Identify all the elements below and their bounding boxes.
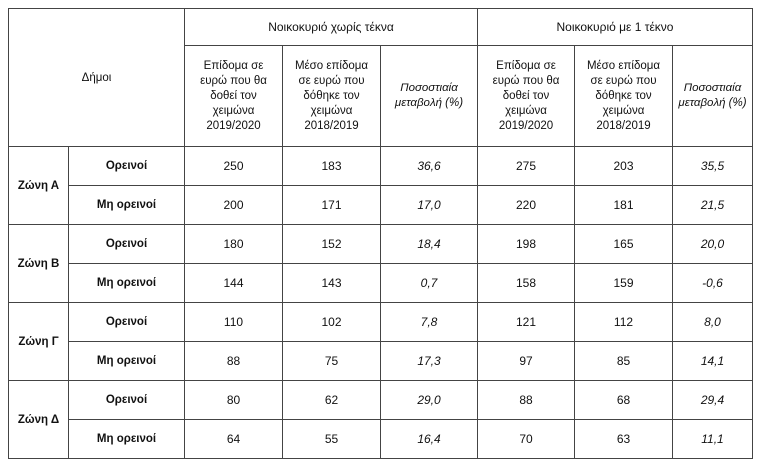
header-line: δόθηκε τον (595, 89, 652, 102)
cell-percent: 36,6 (381, 147, 478, 186)
header-line: ευρώ που θα (492, 74, 560, 87)
cell-avg-allowance: 112 (575, 303, 673, 342)
zone-label: Ζώνη Β (9, 225, 69, 303)
row-label: Ορεινοί (69, 303, 185, 342)
header-line: Μέσο επίδομα (294, 59, 369, 72)
cell-allowance: 200 (185, 186, 283, 225)
row-label: Ορεινοί (69, 147, 185, 186)
zone-label: Ζώνη Γ (9, 303, 69, 381)
cell-allowance: 144 (185, 264, 283, 303)
cell-avg-allowance: 102 (283, 303, 381, 342)
header-line: σε ευρώ που (590, 74, 657, 87)
header-avg-allowance-2018-2019-child (575, 46, 673, 147)
header-line: χειμώνα (505, 104, 547, 117)
header-line: Επίδομα σε (496, 59, 556, 72)
cell-percent: 17,3 (381, 342, 478, 381)
cell-percent: 0,7 (381, 264, 478, 303)
header-line: δοθεί τον (502, 89, 550, 102)
header-group-one-child: Νοικοκυριό με 1 τέκνο (478, 9, 753, 46)
row-label: Ορεινοί (69, 381, 185, 420)
header-avg-allowance-2018-2019 (283, 46, 381, 147)
cell-allowance: 88 (478, 381, 575, 420)
table-row (9, 264, 753, 303)
heating-allowance-table (8, 8, 753, 459)
header-line: χειμώνα (212, 104, 255, 117)
cell-percent: 29,4 (673, 381, 753, 420)
table-container (8, 8, 753, 459)
cell-percent: 14,1 (673, 342, 753, 381)
cell-percent: 35,5 (673, 147, 753, 186)
header-line: δοθεί τον (210, 89, 257, 102)
cell-percent: 29,0 (381, 381, 478, 420)
cell-avg-allowance: 159 (575, 264, 673, 303)
cell-avg-allowance: 85 (575, 342, 673, 381)
table-row (9, 381, 753, 420)
cell-avg-allowance: 55 (283, 420, 381, 459)
cell-percent: 18,4 (381, 225, 478, 264)
header-line: 2018/2019 (304, 119, 359, 132)
header-row-groups (9, 9, 753, 46)
zone-label: Ζώνη Α (9, 147, 69, 225)
cell-allowance: 158 (478, 264, 575, 303)
cell-avg-allowance: 203 (575, 147, 673, 186)
header-line: 2019/2020 (498, 119, 554, 132)
header-line: Ποσοστιαία (683, 82, 742, 94)
cell-avg-allowance: 165 (575, 225, 673, 264)
cell-avg-allowance: 183 (283, 147, 381, 186)
cell-percent: 21,5 (673, 186, 753, 225)
header-line: Επίδομα σε (203, 59, 264, 72)
header-line: 2019/2020 (206, 119, 261, 132)
header-line: δόθηκε τον (303, 89, 360, 102)
cell-percent: 7,8 (381, 303, 478, 342)
header-percent-change (381, 46, 478, 147)
header-group-no-children: Νοικοκυριό χωρίς τέκνα (185, 9, 478, 46)
cell-allowance: 220 (478, 186, 575, 225)
cell-allowance: 180 (185, 225, 283, 264)
cell-percent: 16,4 (381, 420, 478, 459)
table-row (9, 342, 753, 381)
header-line: 2018/2019 (596, 119, 651, 132)
header-line: χειμώνα (602, 104, 645, 117)
header-percent-change-child (673, 46, 753, 147)
cell-avg-allowance: 143 (283, 264, 381, 303)
table-row (9, 186, 753, 225)
header-line: Ποσοστιαία (400, 82, 458, 94)
header-line: Μέσο επίδομα (586, 59, 661, 72)
cell-percent: -0,6 (673, 264, 753, 303)
header-dimoi: Δήμοι (9, 9, 185, 147)
cell-allowance: 275 (478, 147, 575, 186)
cell-allowance: 110 (185, 303, 283, 342)
cell-allowance: 97 (478, 342, 575, 381)
cell-allowance: 121 (478, 303, 575, 342)
header-allowance-2019-2020-child (478, 46, 575, 147)
header-line: χειμώνα (310, 104, 353, 117)
header-line: μεταβολή (%) (678, 97, 747, 109)
header-line: σε ευρώ που (298, 74, 365, 87)
header-line: μεταβολή (%) (394, 97, 464, 109)
cell-avg-allowance: 63 (575, 420, 673, 459)
cell-avg-allowance: 181 (575, 186, 673, 225)
table-row (9, 420, 753, 459)
row-label: Μη ορεινοί (69, 420, 185, 459)
cell-allowance: 64 (185, 420, 283, 459)
cell-allowance: 198 (478, 225, 575, 264)
row-label: Μη ορεινοί (69, 186, 185, 225)
cell-avg-allowance: 152 (283, 225, 381, 264)
table-row (9, 225, 753, 264)
cell-avg-allowance: 75 (283, 342, 381, 381)
cell-allowance: 250 (185, 147, 283, 186)
header-line: ευρώ που θα (200, 74, 267, 87)
cell-percent: 20,0 (673, 225, 753, 264)
cell-percent: 8,0 (673, 303, 753, 342)
cell-avg-allowance: 68 (575, 381, 673, 420)
row-label: Μη ορεινοί (69, 264, 185, 303)
cell-avg-allowance: 62 (283, 381, 381, 420)
cell-avg-allowance: 171 (283, 186, 381, 225)
cell-percent: 11,1 (673, 420, 753, 459)
row-label: Ορεινοί (69, 225, 185, 264)
table-row (9, 303, 753, 342)
zone-label: Ζώνη Δ (9, 381, 69, 459)
cell-percent: 17,0 (381, 186, 478, 225)
header-allowance-2019-2020 (185, 46, 283, 147)
cell-allowance: 70 (478, 420, 575, 459)
cell-allowance: 88 (185, 342, 283, 381)
table-row (9, 147, 753, 186)
row-label: Μη ορεινοί (69, 342, 185, 381)
cell-allowance: 80 (185, 381, 283, 420)
